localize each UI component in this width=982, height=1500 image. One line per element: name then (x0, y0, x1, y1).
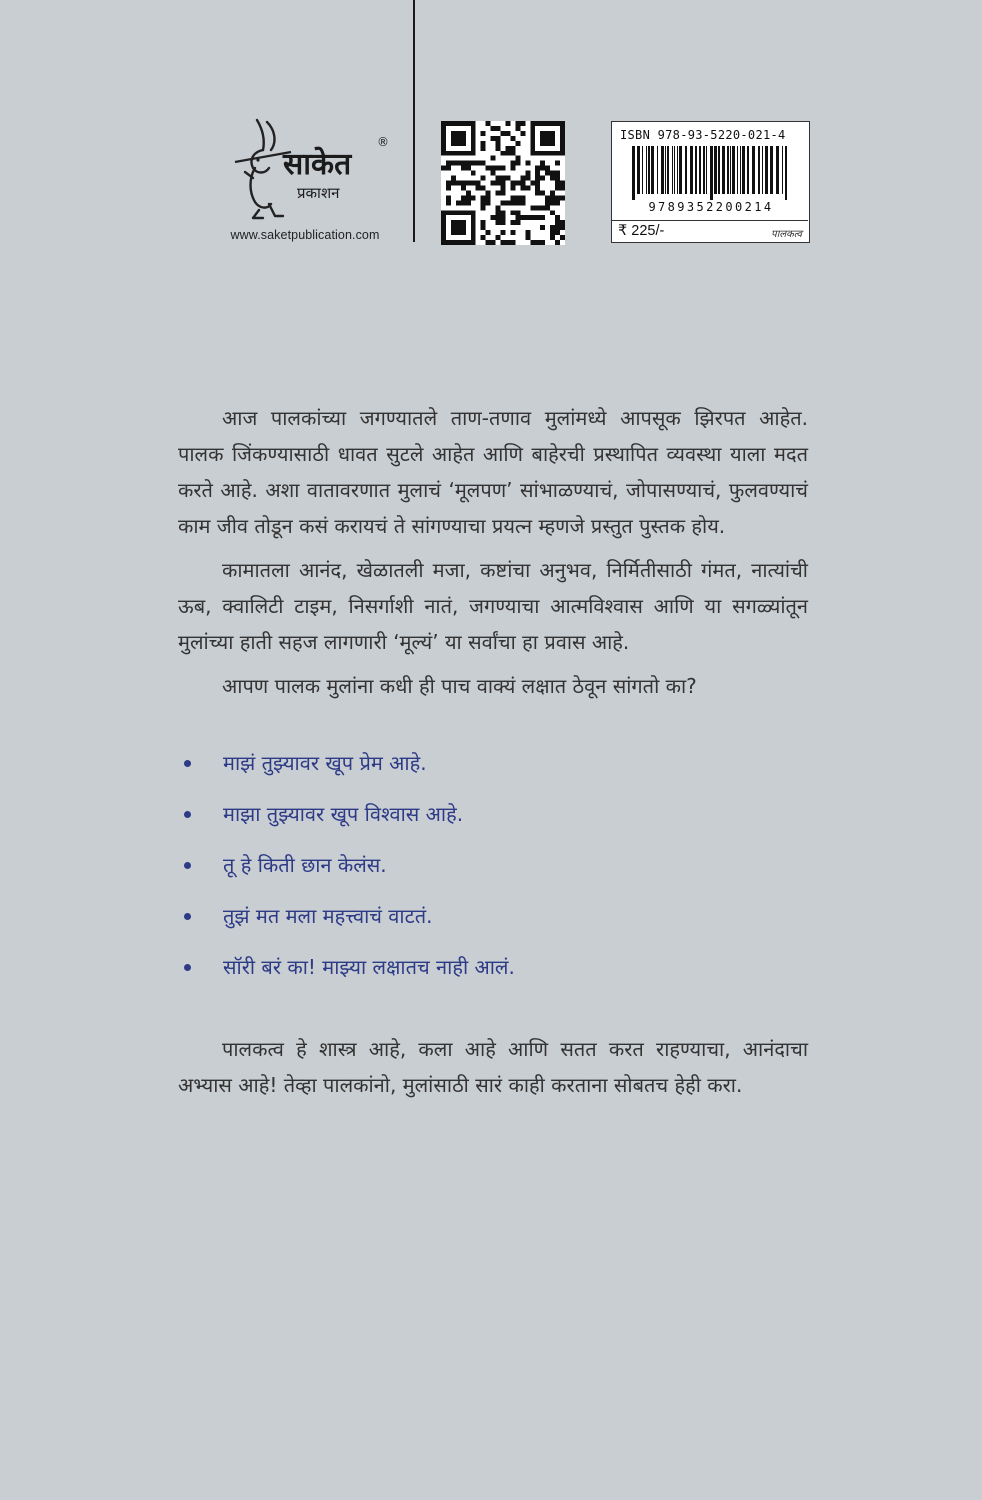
isbn-number: ISBN 978-93-5220-021-4 (620, 128, 786, 142)
bullet-icon (184, 913, 191, 920)
blurb-paragraph: कामातला आनंद, खेळातली मजा, कष्टांचा अनुभव, निर्मितीसाठी गंमत, नात्यांची ऊब, क्वालिटी टाइम, निसर्गाशी नातं, जगण्याचा आत्मविश्वास आणि या सगळ्यांतून मुलांच्या हाती सहज लागणारी ‘मूल्यं’ या सर्वांचा हा प्रवास आहे. (178, 558, 808, 654)
blurb-text (178, 400, 808, 1111)
logo-subtitle: प्रकाशन (297, 184, 340, 202)
registered-mark: ® (377, 135, 389, 149)
logo-wordmark: साकेत (283, 147, 352, 182)
bullet-icon (184, 862, 191, 869)
list-item: सॉरी बरं का! माझ्या लक्षातच नाही आलं. (178, 942, 808, 993)
blurb-paragraph: आज पालकांच्या जगण्यातले ताण-तणाव मुलांमध्ये आपसूक झिरपत आहेत. पालक जिंकण्यासाठी धावत सुटले आहेत आणि बाहेरची प्रस्थापित व्यवस्था याला मदत करते आहे. अशा वातावरणात मुलाचं ‘मूलपण’ सांभाळण्याचं, जोपासण्याचं, फुलवण्याचं काम जीव तोडून कसं करायचं ते सांगण्याचा प्रयत्न म्हणजे प्रस्तुत पुस्तक होय. (178, 406, 808, 538)
list-item: माझा तुझ्यावर खूप विश्वास आहे. (178, 789, 808, 840)
five-sentences-list (178, 738, 808, 993)
rabbit-holding-pen-icon (205, 112, 405, 224)
publisher-block (205, 112, 405, 247)
blurb-closing: पालकत्व हे शास्त्र आहे, कला आहे आणि सतत करत राहण्याचा, आनंदाचा अभ्यास आहे! तेव्हा पालकांनो, मुलांसाठी सारं काही करताना सोबतच हेही करा. (178, 1037, 808, 1097)
bullet-icon (184, 760, 191, 767)
publisher-website: www.saketpublication.com (230, 228, 380, 242)
list-item: माझं तुझ्यावर खूप प्रेम आहे. (178, 738, 808, 789)
blurb-question: आपण पालक मुलांना कधी ही पाच वाक्यं लक्षात ठेवून सांगतो का? (222, 674, 697, 698)
price: ₹ 225/- (618, 223, 665, 239)
barcode-icon (632, 146, 792, 200)
isbn-barcode (611, 121, 810, 243)
bullet-icon (184, 811, 191, 818)
spine-divider-line (413, 0, 415, 242)
bullet-icon (184, 964, 191, 971)
list-item: तू हे किती छान केलंस. (178, 840, 808, 891)
category-tag: पालकत्व (771, 229, 802, 240)
list-item: तुझं मत मला महत्त्वाचं वाटतं. (178, 891, 808, 942)
price-row (612, 220, 808, 243)
ean-digits: 9789352200214 (648, 200, 774, 214)
qr-code-icon (441, 121, 565, 245)
